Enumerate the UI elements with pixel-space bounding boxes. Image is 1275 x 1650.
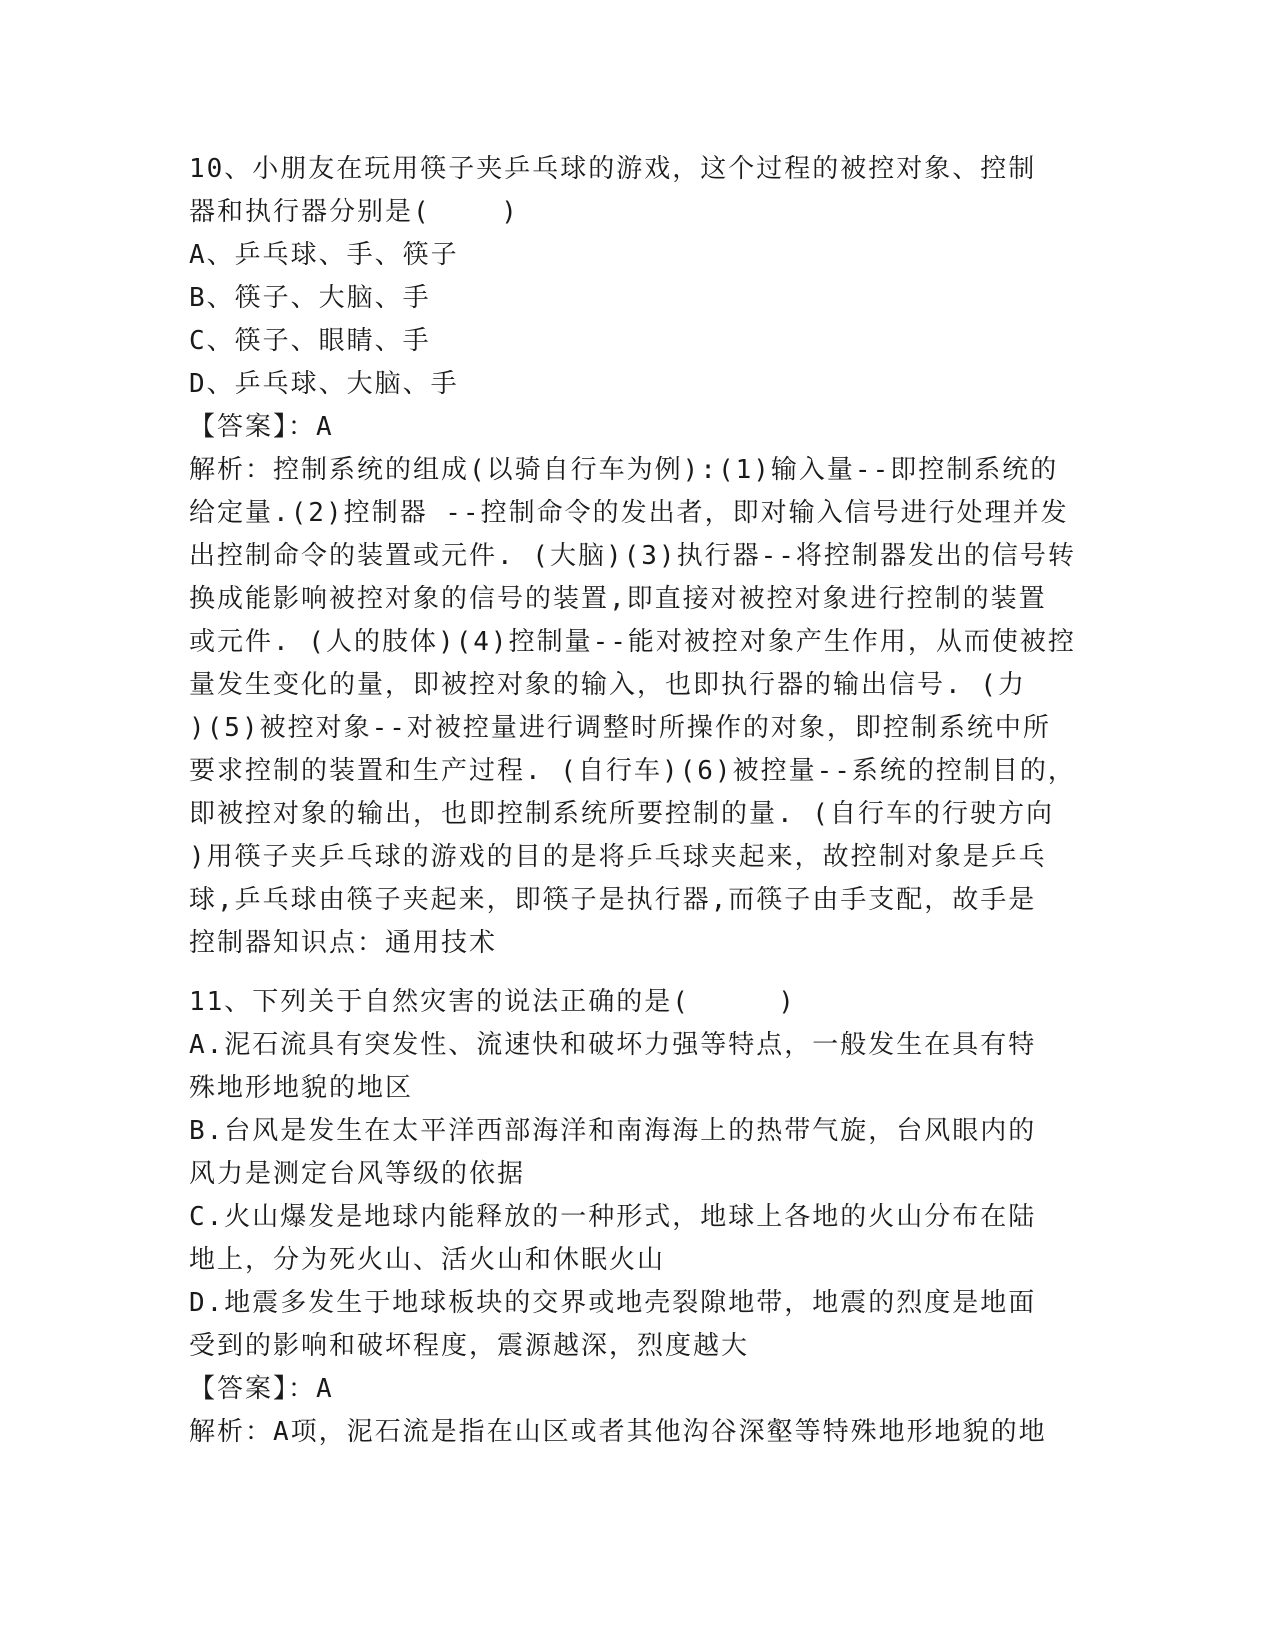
option-a-line-1: A.泥石流具有突发性、流速快和破坏力强等特点，一般发生在具有特 (189, 1030, 1037, 1060)
analysis-line: 解析：控制系统的组成(以骑自行车为例):(1)输入量--即控制系统的 (189, 455, 1059, 485)
option-b-line-2: 风力是测定台风等级的依据 (189, 1159, 526, 1189)
question-separator (189, 965, 1089, 981)
option-d-line-2: 受到的影响和破坏程度，震源越深，烈度越大 (189, 1331, 750, 1361)
analysis-line: 量发生变化的量，即被控对象的输入，也即执行器的输出信号. (力 (189, 670, 1026, 700)
analysis-line: 即被控对象的输出，也即控制系统所要控制的量. (自行车的行驶方向 (189, 799, 1054, 829)
option-c-line-2: 地上，分为死火山、活火山和休眠火山 (189, 1245, 666, 1275)
analysis-line: 或元件. (人的肢体)(4)控制量--能对被控对象产生作用，从而使被控 (189, 627, 1076, 657)
answer-line: 【答案】：A (189, 412, 334, 442)
option-a-line-2: 殊地形地貌的地区 (189, 1073, 414, 1103)
question-11 (189, 981, 1089, 1454)
question-stem-line: 10、小朋友在玩用筷子夹乒乓球的游戏，这个过程的被控对象、控制 (189, 154, 1037, 184)
analysis-line: 要求控制的装置和生产过程. (自行车)(6)被控量--系统的控制目的， (189, 756, 1076, 786)
analysis-line: 控制器知识点：通用技术 (189, 928, 498, 958)
question-stem-line: 11、下列关于自然灾害的说法正确的是( ) (189, 987, 796, 1017)
option-d-line-1: D.地震多发生于地球板块的交界或地壳裂隙地带，地震的烈度是地面 (189, 1288, 1037, 1318)
question-stem-line: 器和执行器分别是( ) (189, 197, 519, 227)
option-c: C、筷子、眼睛、手 (189, 326, 431, 356)
option-d: D、乒乓球、大脑、手 (189, 369, 459, 399)
option-b-line-1: B.台风是发生在太平洋西部海洋和南海海上的热带气旋，台风眼内的 (189, 1116, 1037, 1146)
analysis-line: 给定量.(2)控制器 --控制命令的发出者，即对输入信号进行处理并发 (189, 498, 1069, 528)
analysis-line: 出控制命令的装置或元件. (大脑)(3)执行器--将控制器发出的信号转 (189, 541, 1076, 571)
question-10 (189, 148, 1089, 965)
option-a: A、乒乓球、手、筷子 (189, 240, 459, 270)
analysis-line: 解析：A项，泥石流是指在山区或者其他沟谷深壑等特殊地形地貌的地 (189, 1417, 1047, 1447)
analysis-line: 换成能影响被控对象的信号的装置,即直接对被控对象进行控制的装置 (189, 584, 1047, 614)
answer-line: 【答案】：A (189, 1374, 334, 1404)
analysis-line: )用筷子夹乒乓球的游戏的目的是将乒乓球夹起来，故控制对象是乒乓 (189, 842, 1047, 872)
option-b: B、筷子、大脑、手 (189, 283, 431, 313)
analysis-line: 球,乒乓球由筷子夹起来，即筷子是执行器,而筷子由手支配，故手是 (189, 885, 1037, 915)
option-c-line-1: C.火山爆发是地球内能释放的一种形式，地球上各地的火山分布在陆 (189, 1202, 1037, 1232)
analysis-line: )(5)被控对象--对被控量进行调整时所操作的对象，即控制系统中所 (189, 713, 1051, 743)
page-content (189, 148, 1089, 1454)
